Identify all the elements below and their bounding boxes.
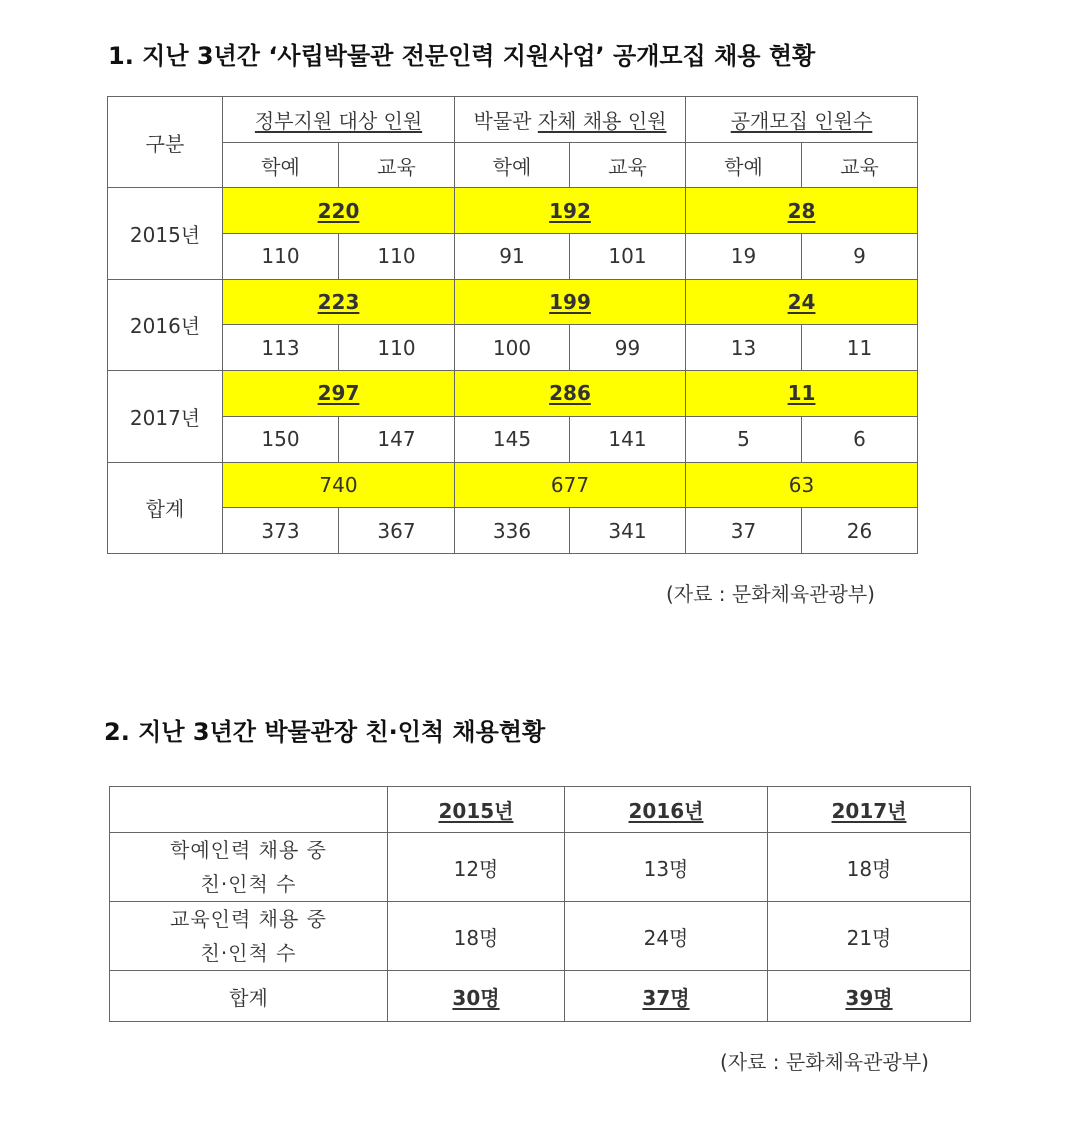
row-label-header: 구분 [108, 97, 223, 188]
value-cell: 24명 [565, 902, 768, 971]
total-cell: 286 [455, 371, 686, 417]
value-cell: 18명 [388, 902, 565, 971]
detail-cell: 5 [686, 416, 802, 462]
detail-cell: 147 [339, 416, 455, 462]
total-value: 37명 [565, 971, 768, 1022]
sum-label: 합계 [108, 462, 223, 553]
source-note: (자료 : 문화체육관광부) [720, 1050, 929, 1074]
detail-cell: 91 [455, 234, 570, 280]
total-value: 30명 [388, 971, 565, 1022]
sub-header: 교육 [339, 142, 455, 188]
source-note: (자료 : 문화체육관광부) [666, 582, 875, 606]
sum-total-cell: 63 [686, 462, 918, 508]
total-cell: 192 [455, 188, 686, 234]
group-header-museum: 박물관 자체 채용 인원 [455, 97, 686, 143]
detail-cell: 99 [570, 325, 686, 371]
sub-header: 학예 [223, 142, 339, 188]
group-header-open: 공개모집 인원수 [686, 97, 918, 143]
detail-cell: 373 [223, 508, 339, 554]
sub-header: 교육 [802, 142, 918, 188]
total-cell: 199 [455, 279, 686, 325]
detail-cell: 6 [802, 416, 918, 462]
total-cell: 28 [686, 188, 918, 234]
detail-cell: 19 [686, 234, 802, 280]
total-cell: 24 [686, 279, 918, 325]
detail-cell: 37 [686, 508, 802, 554]
detail-cell: 26 [802, 508, 918, 554]
detail-cell: 110 [339, 234, 455, 280]
row-label: 교육인력 채용 중 친·인척 수 [110, 902, 388, 971]
detail-cell: 9 [802, 234, 918, 280]
year-label: 2017년 [108, 371, 223, 462]
detail-cell: 110 [339, 325, 455, 371]
total-cell: 220 [223, 188, 455, 234]
detail-cell: 110 [223, 234, 339, 280]
value-cell: 12명 [388, 833, 565, 902]
sub-header: 학예 [455, 142, 570, 188]
detail-cell: 11 [802, 325, 918, 371]
detail-cell: 141 [570, 416, 686, 462]
sub-header: 교육 [570, 142, 686, 188]
detail-cell: 100 [455, 325, 570, 371]
total-label: 합계 [110, 971, 388, 1022]
year-header: 2015년 [388, 787, 565, 833]
detail-cell: 367 [339, 508, 455, 554]
row-label: 학예인력 채용 중 친·인척 수 [110, 833, 388, 902]
year-header: 2017년 [768, 787, 971, 833]
sub-header: 학예 [686, 142, 802, 188]
total-cell: 223 [223, 279, 455, 325]
detail-cell: 341 [570, 508, 686, 554]
section1-title: 1. 지난 3년간 ‘사립박물관 전문인력 지원사업’ 공개모집 채용 현황 [108, 42, 816, 70]
sum-total-cell: 677 [455, 462, 686, 508]
sum-total-cell: 740 [223, 462, 455, 508]
value-cell: 13명 [565, 833, 768, 902]
year-label: 2016년 [108, 279, 223, 370]
empty-corner [110, 787, 388, 833]
total-value: 39명 [768, 971, 971, 1022]
detail-cell: 145 [455, 416, 570, 462]
value-cell: 21명 [768, 902, 971, 971]
total-cell: 297 [223, 371, 455, 417]
recruitment-table [107, 96, 918, 554]
detail-cell: 113 [223, 325, 339, 371]
section2-title: 2. 지난 3년간 박물관장 친·인척 채용현황 [104, 718, 546, 746]
year-header: 2016년 [565, 787, 768, 833]
total-cell: 11 [686, 371, 918, 417]
detail-cell: 150 [223, 416, 339, 462]
detail-cell: 13 [686, 325, 802, 371]
relatives-table [109, 786, 971, 1022]
value-cell: 18명 [768, 833, 971, 902]
year-label: 2015년 [108, 188, 223, 279]
detail-cell: 336 [455, 508, 570, 554]
group-header-government: 정부지원 대상 인원 [223, 97, 455, 143]
detail-cell: 101 [570, 234, 686, 280]
